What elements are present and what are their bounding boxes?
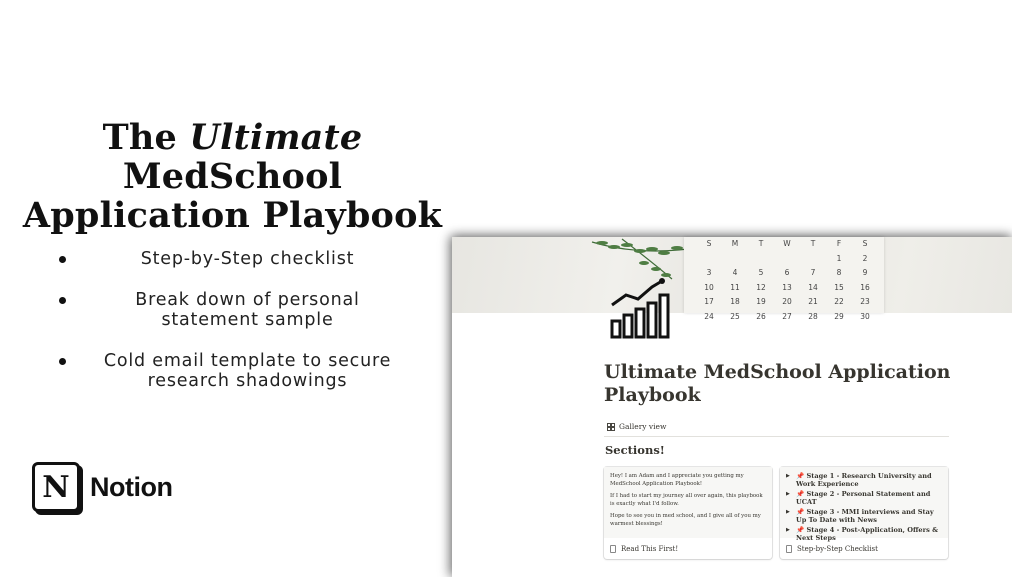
gallery-card-step-by-step-checklist[interactable] bbox=[780, 467, 948, 559]
calendar-weekday: T bbox=[810, 239, 816, 248]
page-icon bbox=[786, 545, 792, 553]
calendar-day: 1 bbox=[836, 253, 842, 263]
calendar-day: 26 bbox=[756, 311, 766, 321]
toggle-arrow-icon[interactable]: ▶ bbox=[786, 491, 790, 497]
promo-title-emphasis: Ultimate bbox=[189, 117, 363, 158]
toggle-item[interactable] bbox=[786, 472, 942, 488]
calendar-day: 18 bbox=[730, 297, 740, 306]
calendar-day: 12 bbox=[756, 282, 766, 292]
calendar-day: 8 bbox=[836, 268, 842, 277]
gallery-grid-icon bbox=[607, 423, 615, 431]
calendar-weekday: W bbox=[783, 239, 791, 248]
preview-paragraph: Hope to see you in med school, and I give all of you my warmest blessings! bbox=[610, 513, 761, 527]
preview-paragraph: If I had to start my journey all over again, this playbook is exactly what I'd follow. bbox=[610, 493, 763, 507]
toggle-text: Stage 2 - Personal Statement and UCAT bbox=[796, 490, 931, 506]
calendar-day: 14 bbox=[808, 282, 818, 292]
calendar-day: 19 bbox=[756, 297, 766, 306]
calendar-day: 20 bbox=[782, 297, 792, 306]
calendar-day: 29 bbox=[834, 311, 844, 321]
calendar-weekday: S bbox=[862, 239, 868, 248]
calendar-day: 7 bbox=[810, 268, 816, 277]
card-footer bbox=[610, 545, 678, 553]
page-cover-image bbox=[452, 237, 1012, 321]
bullet-dot-icon bbox=[59, 256, 66, 263]
calendar-day bbox=[800, 252, 826, 267]
feature-item bbox=[20, 249, 445, 269]
calendar-day: 5 bbox=[758, 268, 764, 277]
calendar-weekday: M bbox=[731, 239, 739, 248]
promo-title-line-3: Application Playbook bbox=[22, 195, 443, 236]
calendar-day: 28 bbox=[808, 311, 818, 321]
notion-wordmark: Notion bbox=[90, 471, 173, 502]
calendar-day: 17 bbox=[704, 297, 714, 306]
feature-text: Step-by-Step checklist bbox=[140, 249, 355, 269]
page-icon bbox=[610, 545, 616, 553]
calendar-weekday: T bbox=[758, 239, 764, 248]
calendar-weekday: S bbox=[706, 239, 712, 248]
toggle-text: Stage 4 - Post-Application, Offers & Next Steps bbox=[796, 526, 939, 542]
promo-title-line-1 bbox=[20, 118, 445, 157]
card-title: Step-by-Step Checklist bbox=[797, 545, 878, 553]
toggle-arrow-icon[interactable]: ▶ bbox=[786, 527, 790, 533]
calendar-grid bbox=[684, 237, 884, 324]
calendar-day bbox=[774, 252, 800, 267]
calendar-day: 11 bbox=[730, 282, 740, 292]
feature-item bbox=[20, 351, 445, 391]
pushpin-icon: 📌 bbox=[796, 526, 805, 534]
feature-text: Break down of personal statement sample bbox=[135, 290, 360, 330]
calendar-day: 4 bbox=[732, 268, 738, 277]
calendar-day: 25 bbox=[730, 311, 740, 321]
toggle-text: Stage 3 - MMI interviews and Stay Up To Date with News bbox=[796, 508, 934, 524]
calendar-day: 23 bbox=[860, 297, 870, 306]
calendar-day bbox=[748, 252, 774, 267]
notion-logo-letter: N bbox=[42, 469, 70, 505]
bullet-dot-icon bbox=[59, 297, 66, 304]
calendar-day: 9 bbox=[862, 268, 868, 277]
calendar-day: 2 bbox=[862, 253, 868, 263]
toggle-item[interactable] bbox=[786, 526, 942, 542]
calendar-day: 22 bbox=[834, 297, 844, 306]
toggle-arrow-icon[interactable]: ▶ bbox=[786, 473, 790, 479]
promo-title-line-2: MedSchool bbox=[122, 156, 343, 197]
pushpin-icon: 📌 bbox=[796, 472, 805, 480]
notion-logo-icon bbox=[32, 462, 80, 512]
feature-item bbox=[20, 290, 445, 330]
calendar-day: 15 bbox=[834, 282, 844, 292]
pushpin-icon: 📌 bbox=[796, 490, 805, 498]
card-preview bbox=[604, 467, 772, 538]
calendar-day: 3 bbox=[706, 268, 712, 277]
promo-title-prefix: The bbox=[102, 117, 190, 158]
gallery-view-label: Gallery view bbox=[619, 422, 667, 431]
calendar-day: 30 bbox=[860, 311, 870, 321]
gallery-card-read-this-first[interactable] bbox=[604, 467, 772, 559]
pushpin-icon: 📌 bbox=[796, 508, 805, 516]
feature-text: Cold email template to secure research shadowings bbox=[103, 351, 392, 391]
promo-title bbox=[20, 118, 445, 235]
toggle-arrow-icon[interactable]: ▶ bbox=[786, 509, 790, 515]
toggle-item[interactable] bbox=[786, 490, 942, 506]
view-divider bbox=[604, 436, 949, 437]
feature-list bbox=[20, 249, 445, 391]
calendar-day bbox=[696, 252, 722, 267]
card-footer bbox=[786, 545, 878, 553]
calendar-day: 10 bbox=[704, 282, 714, 292]
calendar-day: 27 bbox=[782, 311, 792, 321]
cover-calendar bbox=[684, 237, 884, 321]
promo-panel bbox=[20, 118, 445, 412]
toggle-text: Stage 1 - Research University and Work Experience bbox=[796, 472, 932, 488]
notion-brand bbox=[32, 462, 172, 512]
calendar-day: 24 bbox=[704, 311, 714, 321]
bullet-dot-icon bbox=[59, 358, 66, 365]
calendar-day: 13 bbox=[782, 282, 792, 292]
card-title: Read This First! bbox=[621, 545, 679, 553]
gallery-view-tab[interactable] bbox=[607, 422, 666, 431]
sections-heading: Sections! bbox=[605, 443, 665, 457]
calendar-day: 21 bbox=[808, 297, 818, 306]
calendar-day: 6 bbox=[784, 268, 790, 277]
calendar-day bbox=[722, 252, 748, 267]
toggle-item[interactable] bbox=[786, 508, 942, 524]
bar-chart-trend-icon bbox=[608, 277, 672, 341]
calendar-day: 16 bbox=[860, 282, 870, 292]
card-preview bbox=[780, 467, 948, 542]
page-title: Ultimate MedSchool Application Playbook bbox=[604, 361, 951, 406]
calendar-weekday: F bbox=[836, 239, 842, 248]
preview-paragraph: Hey! I am Adam and I appreciate you getting my MedSchool Application Playbook! bbox=[610, 473, 744, 487]
notion-page-preview bbox=[452, 237, 1012, 577]
